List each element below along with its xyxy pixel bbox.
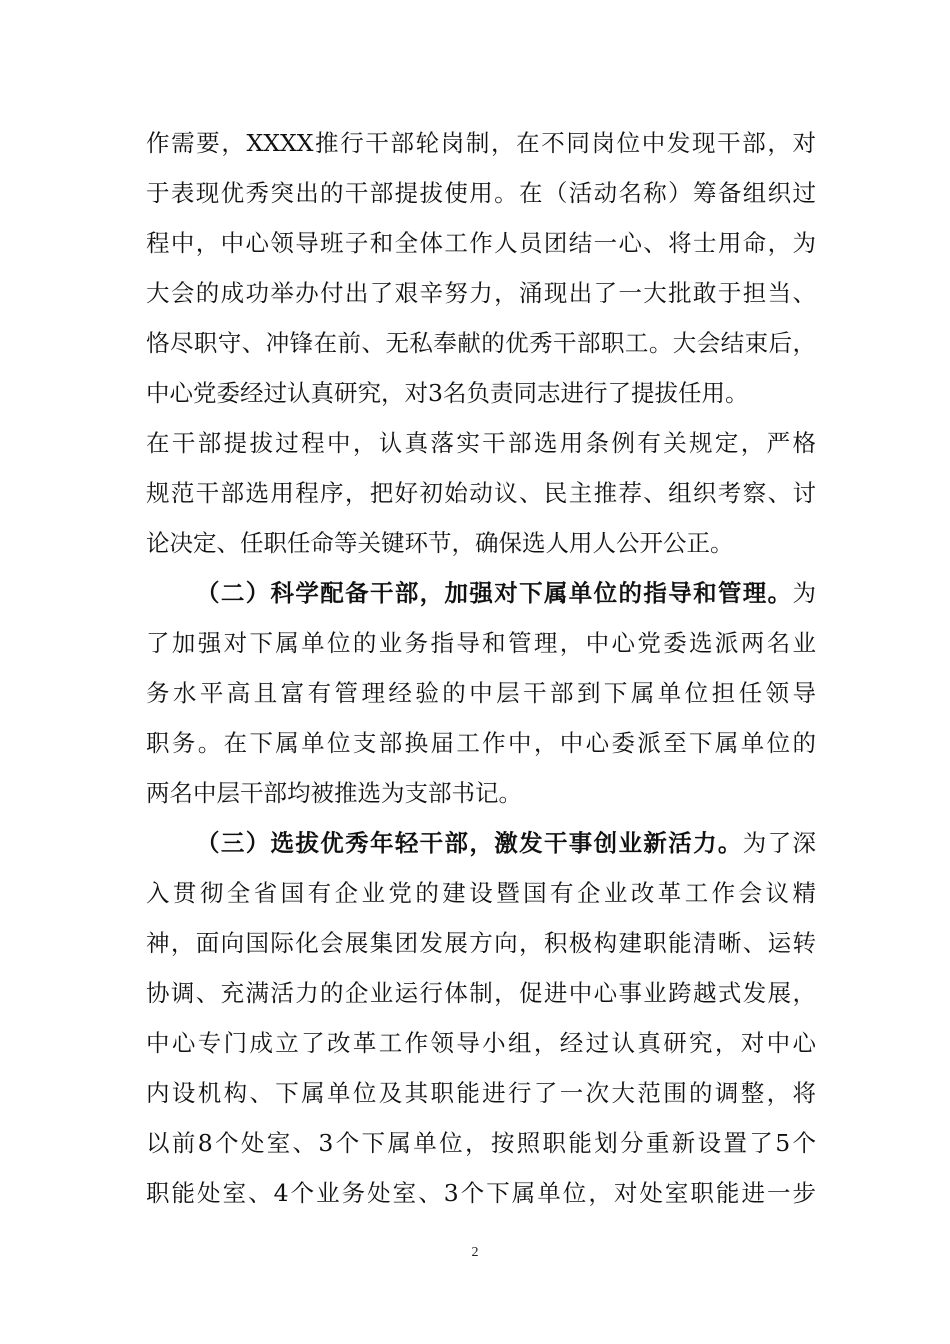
body-line: 作需要，XXXX推行干部轮岗制，在不同岗位中发现干部，对 — [146, 129, 816, 157]
body-line: 职能处室、4个业务处室、3个下属单位，对处室职能进一步 — [146, 1179, 816, 1207]
body-line: 规范干部选用程序，把好初始动议、民主推荐、组织考察、讨 — [146, 479, 816, 507]
body-line: 中心党委经过认真研究，对3名负责同志进行了提拔任用。 — [146, 379, 749, 407]
body-line: 恪尽职守、冲锋在前、无私奉献的优秀干部职工。大会结束后， — [146, 329, 816, 357]
body-line: 在干部提拔过程中，认真落实干部选用条例有关规定，严格 — [146, 429, 816, 457]
body-line: 职务。在下属单位支部换届工作中，中心委派至下属单位的 — [146, 729, 816, 757]
body-line: 论决定、任职任命等关键环节，确保选人用人公开公正。 — [146, 529, 734, 557]
body-line: 神，面向国际化会展集团发展方向，积极构建职能清晰、运转 — [146, 929, 816, 957]
body-line: 程中，中心领导班子和全体工作人员团结一心、将士用命，为 — [146, 229, 816, 257]
body-line: 于表现优秀突出的干部提拔使用。在（活动名称）筹备组织过 — [146, 179, 816, 207]
body-line: 两名中层干部均被推选为支部书记。 — [146, 779, 522, 807]
body-line: 入贯彻全省国有企业党的建设暨国有企业改革工作会议精 — [146, 879, 816, 907]
body-line: 中心专门成立了改革工作领导小组，经过认真研究，对中心 — [146, 1029, 816, 1057]
body-line: 务水平高且富有管理经验的中层干部到下属单位担任领导 — [146, 679, 816, 707]
body-line: 协调、充满活力的企业运行体制，促进中心事业跨越式发展， — [146, 979, 816, 1007]
section-heading-tail: 为了深 — [742, 829, 816, 857]
body-line: 以前8个处室、3个下属单位，按照职能划分重新设置了5个 — [146, 1129, 816, 1157]
section-heading: （二）科学配备干部，加强对下属单位的指导和管理。 — [196, 579, 793, 607]
body-line: 大会的成功举办付出了艰辛努力，涌现出了一大批敢于担当、 — [146, 279, 816, 307]
body-line: 内设机构、下属单位及其职能进行了一次大范围的调整，将 — [146, 1079, 816, 1107]
section-heading: （三）选拔优秀年轻干部，激发干事创业新活力。 — [196, 829, 743, 857]
body-line: 了加强对下属单位的业务指导和管理，中心党委选派两名业 — [146, 629, 816, 657]
page-number: 2 — [471, 1245, 479, 1260]
section-heading-line — [196, 578, 816, 608]
section-heading-line — [196, 828, 816, 858]
section-heading-tail: 为 — [792, 579, 816, 607]
